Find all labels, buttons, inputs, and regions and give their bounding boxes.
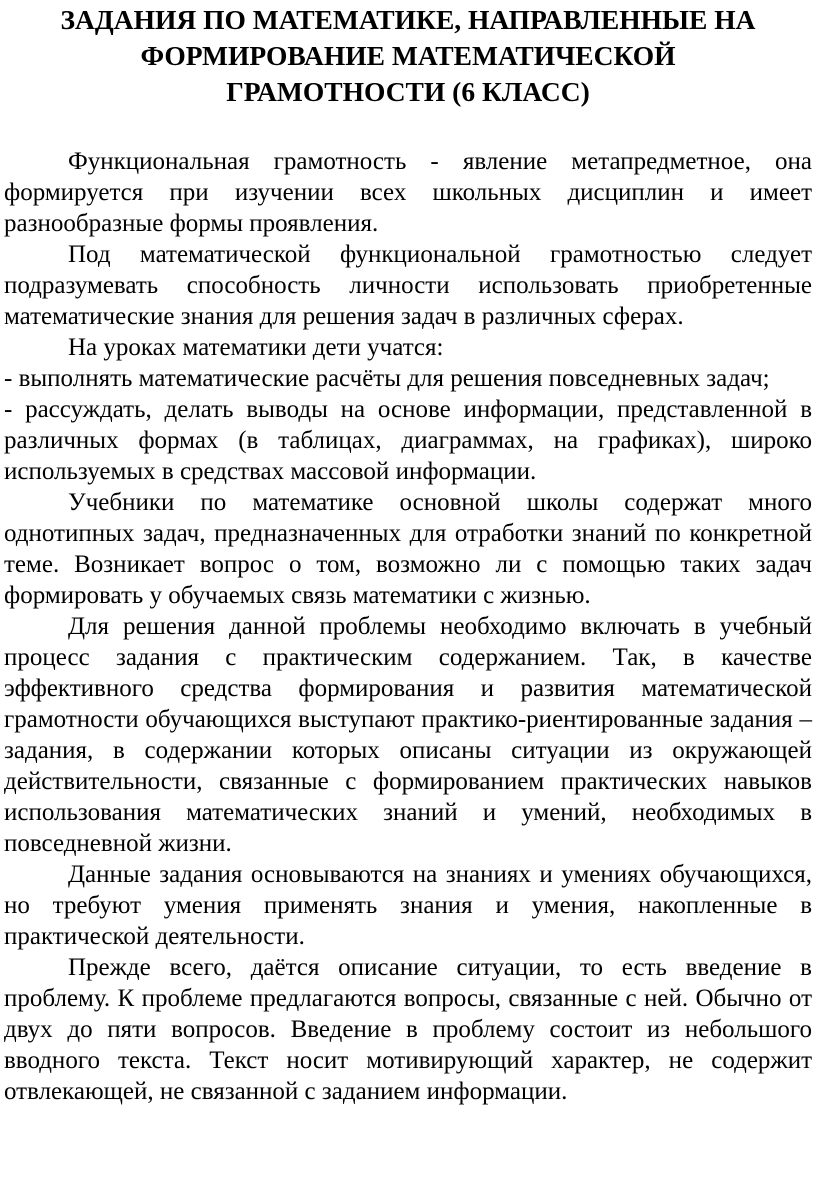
paragraph-math-literacy-definition: Под математической функциональной грамотностью следует подразумевать способность личности использовать приобретенные математические знания для решения задач в различных сферах. [4, 241, 812, 330]
paragraph-task-basis: Данные задания основываются на знаниях и умениях обучающихся, но требуют умения применять знания и умения, накопленные в практической деятельности. [4, 861, 812, 950]
paragraph-lessons-intro: На уроках математики дети учатся: [68, 334, 444, 361]
title-line-2: ФОРМИРОВАНИЕ МАТЕМАТИЧЕСКОЙ [140, 40, 676, 71]
paragraph-textbooks: Учебники по математике основной школы содержат много однотипных задач, предназначенных для отработки знаний по конкретной теме. Возникает вопрос о том, возможно ли с помощью таких задач формировать у обучаемых связь математики с жизнью. [4, 489, 812, 609]
list-item-calculations: - выполнять математические расчёты для решения повседневных задач; [4, 365, 770, 392]
list-item-reasoning: - рассуждать, делать выводы на основе информации, представленной в различных формах (в таблицах, диаграммах, на графиках), широко используемых в средствах массовой информации. [4, 396, 812, 485]
title-line-3: ГРАМОТНОСТИ (6 КЛАСС) [226, 76, 590, 107]
document-body [4, 146, 812, 1107]
paragraph-functional-literacy: Функциональная грамотность - явление метапредметное, она формируется при изучении всех школьных дисциплин и имеет разнообразные формы проявления. [4, 148, 812, 237]
title-line-1: ЗАДАНИЯ ПО МАТЕМАТИКЕ, НАПРАВЛЕННЫЕ НА [60, 4, 756, 35]
document-title [4, 2, 812, 110]
paragraph-practical-tasks: Для решения данной проблемы необходимо включать в учебный процесс задания с практическим содержанием. Так, в качестве эффективного средства формирования и развития математической грамотности обучающихся выступают практико-риентированные задания – задания, в содержании которых описаны ситуации из окружающей действительности, связанные с формированием практических навыков использования математических знаний и умений, необходимых в повседневной жизни. [4, 613, 812, 857]
paragraph-situation-description: Прежде всего, даётся описание ситуации, то есть введение в проблему. К проблеме предлагаются вопросы, связанные с ней. Обычно от двух до пяти вопросов. Введение в проблему состоит из небольшого вводного текста. Текст носит мотивирующий характер, не содержит отвлекающей, не связанной с заданием информации. [4, 954, 812, 1105]
